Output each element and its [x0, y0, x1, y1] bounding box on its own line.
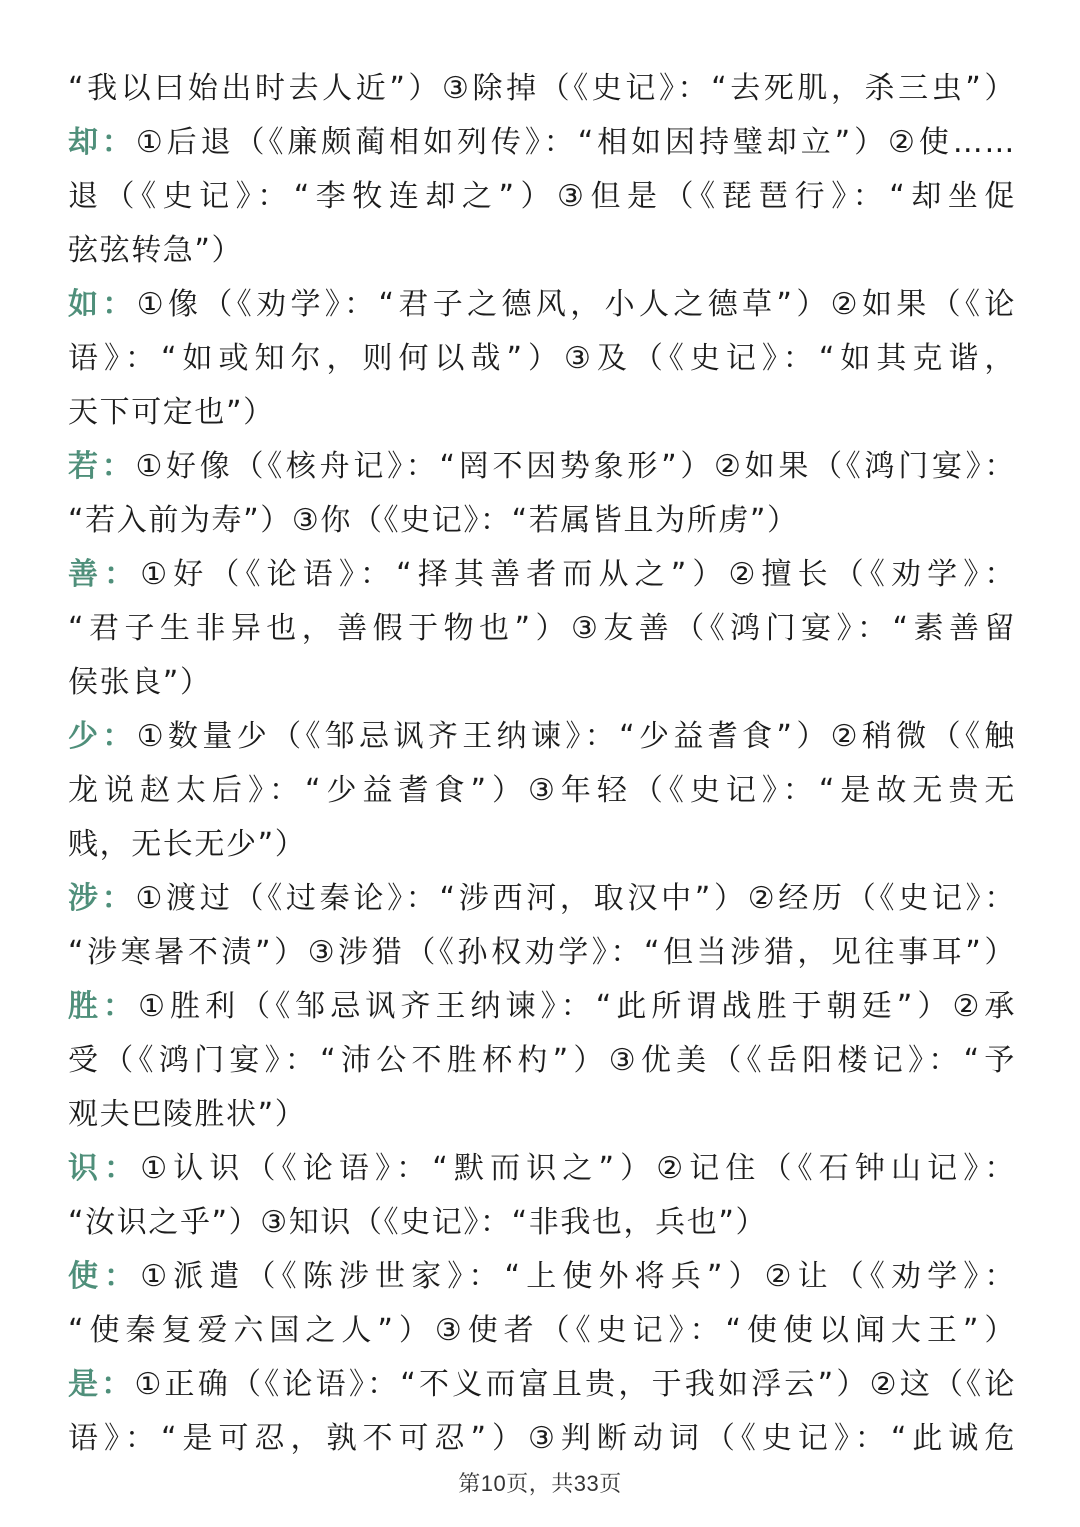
entry-she-text-1: ①渡过（《过秦论》：“涉西河，取汉中”）②经历（《史记》：: [135, 881, 1016, 916]
headword-shi-send: 使：: [68, 1259, 141, 1294]
entry-shan-line-3: 侯张良”）: [68, 665, 212, 700]
entry-shao-text-1: ①数量少（《邹忌讽齐王纳谏》：“少益耆食”）②稍微（《触: [136, 719, 1016, 754]
entry-sheng-line-3: 观夫巴陵胜状”）: [68, 1097, 307, 1132]
entry-shi2-text-1: ①派遣（《陈涉世家》：“上使外将兵”）②让（《劝学》：: [140, 1259, 1017, 1294]
headword-shan: 善：: [68, 557, 141, 592]
entry-ru-line-3: 天下可定也”）: [68, 395, 275, 430]
entry-ru-text-1: ①像（《劝学》：“君子之德风，小人之德草”）②如果（《论: [136, 287, 1016, 322]
entry-shan-text-1: ①好（《论语》：“择其善者而从之”）②擅长（《劝学》：: [140, 557, 1017, 592]
entry-shi2-line-2: “使秦复爱六国之人”）③使者（《史记》：“使使以闻大王”）: [68, 1313, 1016, 1348]
headword-she: 涉：: [68, 881, 136, 916]
entry-shao-line-2: 龙说赵太后》：“少益耆食”）③年轻（《史记》：“是故无贵无: [68, 773, 1016, 808]
entry-shao-line-1: [68, 710, 1016, 764]
entry-shi2-line-1: [68, 1250, 1016, 1304]
headword-ruo: 若：: [68, 449, 136, 484]
entry-sheng-line-2: 受（《鸿门宴》：“沛公不胜杯杓”）③优美（《岳阳楼记》：“予: [68, 1043, 1016, 1078]
entry-sheng-text-1: ①胜利（《邹忌讽齐王纳谏》：“此所谓战胜于朝廷”）②承: [138, 989, 1016, 1024]
entry-shi3-text-1: ①正确（《论语》：“不义而富且贵，于我如浮云”）②这（《论: [134, 1367, 1016, 1402]
entry-she-line-1: [68, 872, 1016, 926]
entry-shi3-line-1: [68, 1358, 1016, 1412]
entry-shi3-line-2: 语》：“是可忍，孰不可忍”）③判断动词（《史记》：“此诚危: [68, 1421, 1016, 1456]
entry-shan-line-1: [68, 548, 1016, 602]
entry-she-line-2: “涉寒暑不渍”）③涉猎（《孙权劝学》：“但当涉猎，见往事耳”）: [68, 935, 1016, 970]
document-body: [68, 62, 1016, 1466]
entry-que-text-1: ①后退（《廉颇蔺相如列传》：“相如因持璧却立”）②使……: [135, 125, 1016, 160]
headword-ru: 如：: [68, 287, 137, 322]
entry-continuation-line: “我以曰始出时去人近”）③除掉（《史记》：“去死肌，杀三虫”）: [68, 71, 1016, 106]
page-number: 第10页，共33页: [458, 1471, 622, 1496]
entry-ru-line-1: [68, 278, 1016, 332]
entry-shi-line-1: [68, 1142, 1016, 1196]
entry-shan-line-2: “君子生非异也，善假于物也”）③友善（《鸿门宴》：“素善留: [68, 611, 1016, 646]
headword-sheng: 胜：: [68, 989, 139, 1024]
entry-que-line-1: [68, 116, 1016, 170]
entry-ruo-line-1: [68, 440, 1016, 494]
entry-shao-line-3: 贱，无长无少”）: [68, 827, 307, 862]
headword-shi-recognize: 识：: [68, 1151, 141, 1186]
entry-que-line-3: 弦弦转急”）: [68, 233, 244, 268]
headword-shi-correct: 是：: [68, 1367, 135, 1402]
entry-shi-text-1: ①认识（《论语》：“默而识之”）②记住（《石钟山记》：: [140, 1151, 1017, 1186]
headword-que: 却：: [68, 125, 136, 160]
entry-ruo-line-2: “若入前为寿”）③你（《史记》：“若属皆且为所虏”）: [68, 503, 799, 538]
entry-ruo-text-1: ①好像（《核舟记》：“罔不因势象形”）②如果（《鸿门宴》：: [135, 449, 1016, 484]
entry-ru-line-2: 语》：“如或知尔，则何以哉”）③及（《史记》：“如其克谐，: [68, 341, 1016, 376]
entry-sheng-line-1: [68, 980, 1016, 1034]
headword-shao: 少：: [68, 719, 137, 754]
entry-shi-line-2: “汝识之乎”）③知识（《史记》：“非我也，兵也”）: [68, 1205, 768, 1240]
entry-que-line-2: 退（《史记》：“李牧连却之”）③但是（《琵琶行》：“却坐促: [68, 179, 1016, 214]
